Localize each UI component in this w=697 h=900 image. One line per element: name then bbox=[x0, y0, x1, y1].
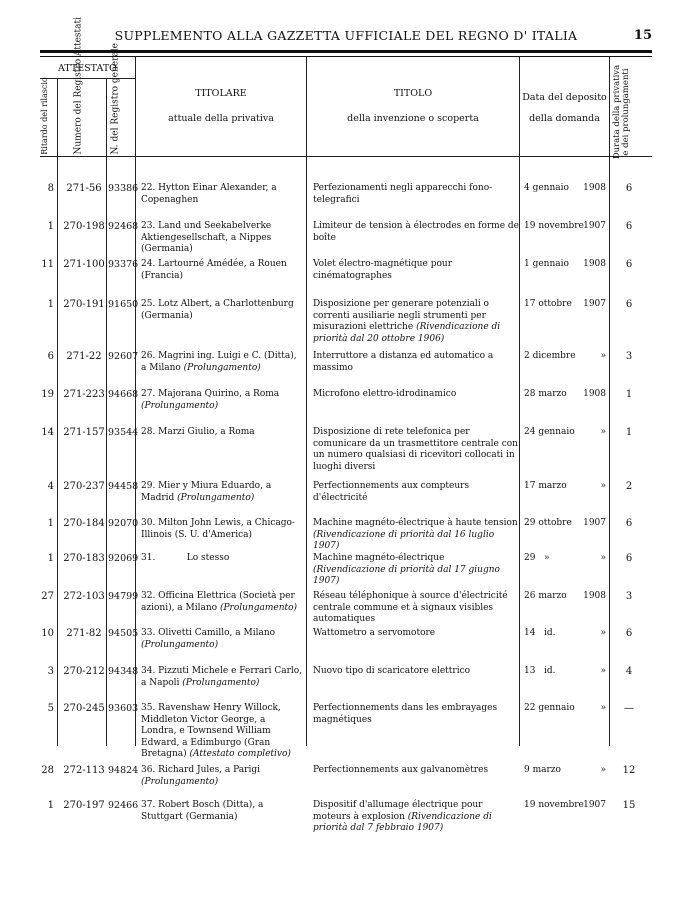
titolare-text: 26. Magrini ing. Luigi e C. (Ditta), a Milano bbox=[141, 351, 300, 373]
data-anno: 1908 bbox=[583, 183, 606, 193]
titolare-text: 22. Hytton Einar Alexander, a Copenaghen bbox=[141, 183, 280, 205]
ritardo-cell: 27 bbox=[41, 591, 54, 602]
durata-cell: 2 bbox=[625, 481, 633, 492]
attestato-cell: 270-184 bbox=[63, 518, 105, 529]
ritardo-cell: 19 bbox=[41, 389, 54, 400]
registro-cell: 94824 bbox=[108, 765, 139, 776]
data-giorno: 19 novembre bbox=[524, 221, 584, 231]
data-giorno: 4 gennaio bbox=[524, 183, 569, 193]
titolo-text: Limiteur de tension à électrodes en forme de boîte bbox=[313, 221, 519, 243]
durata-cell: 1 bbox=[625, 389, 633, 400]
titolare-note: (Prolungamento) bbox=[183, 362, 261, 373]
registro-cell: 94505 bbox=[108, 628, 139, 639]
titolare-text: 25. Lotz Albert, a Charlottenburg (Germania) bbox=[141, 299, 297, 321]
registro-cell: 93376 bbox=[108, 259, 139, 270]
registro-cell: 91650 bbox=[108, 299, 139, 310]
titolare-text: 28. Marzi Giulio, a Roma bbox=[141, 427, 255, 437]
header-titolare: TITOLARE attuale della privativa bbox=[168, 88, 274, 124]
ritardo-cell: 1 bbox=[47, 553, 54, 564]
titolare-cell bbox=[141, 703, 303, 761]
titolo-cell bbox=[313, 259, 519, 282]
titolo-text: Disposizione per generare potenziali o correnti ausiliarie negli strumenti per misurazioni elettriche bbox=[313, 299, 489, 332]
titolo-text: Perfectionnements aux galvanomètres bbox=[313, 765, 489, 775]
titolare-cell bbox=[141, 518, 303, 541]
data-anno: » bbox=[600, 628, 606, 638]
registro-cell: 94348 bbox=[108, 666, 139, 677]
titolo-cell bbox=[313, 351, 519, 374]
attestato-cell: 270-212 bbox=[63, 666, 105, 677]
data-giorno: 9 marzo bbox=[524, 765, 561, 775]
data-anno: » bbox=[600, 427, 606, 437]
titolare-text: 32. Officina Elettrica (Società per azioni), a Milano bbox=[141, 591, 298, 613]
ritardo-cell: 1 bbox=[47, 800, 54, 811]
durata-cell: 6 bbox=[625, 628, 633, 639]
data-anno: 1907 bbox=[583, 518, 606, 528]
data-anno: » bbox=[600, 481, 606, 491]
data-giorno: 17 marzo bbox=[524, 481, 567, 491]
header-registro-generale: N. del Registro generale bbox=[110, 43, 121, 155]
attestato-cell: 270-191 bbox=[63, 299, 105, 310]
ritardo-cell: 1 bbox=[47, 518, 54, 529]
ritardo-cell: 8 bbox=[47, 183, 54, 194]
titolo-text: Perfectionnements dans les embrayages magnétiques bbox=[313, 703, 498, 725]
titolare-note: (Prolungamento) bbox=[177, 492, 255, 503]
header-rule-thin bbox=[40, 56, 652, 57]
titolare-note: (Prolungamento) bbox=[141, 639, 219, 650]
titolo-text: Volet électro-magnétique pour cinématographes bbox=[313, 259, 453, 281]
registro-cell: 93544 bbox=[108, 427, 139, 438]
ritardo-cell: 4 bbox=[47, 481, 54, 492]
titolare-cell bbox=[141, 221, 303, 256]
titolo-text: Perfezionamenti negli apparecchi fono-telegrafici bbox=[313, 183, 493, 205]
titolo-text: Disposizione di rete telefonica per comunicare da un trasmettitore centrale con un numero qualsiasi di ricevitori collocati in luoghi diversi bbox=[313, 427, 518, 472]
data-giorno: 29 » bbox=[524, 553, 550, 563]
data-giorno: 19 novembre bbox=[524, 800, 584, 810]
titolo-text: Dispositif d'allumage électrique pour moteurs à explosion bbox=[313, 800, 483, 822]
titolare-text: 35. Ravenshaw Henry Willock, Middleton Victor George, a Londra, e Townsend William Edward, a Edimburgo (Gran Bretagna) bbox=[141, 703, 284, 759]
titolare-note: (Prolungamento) bbox=[182, 677, 260, 688]
ritardo-cell: 14 bbox=[41, 427, 54, 438]
titolare-cell bbox=[141, 765, 303, 788]
header-durata: Durata della privativa e dei prolungamenti bbox=[612, 64, 632, 160]
titolo-cell bbox=[313, 427, 519, 473]
titolo-cell bbox=[313, 591, 519, 626]
titolo-text: Nuovo tipo di scaricatore elettrico bbox=[313, 666, 471, 676]
titolo-cell bbox=[313, 553, 519, 588]
titolo-cell bbox=[313, 765, 519, 777]
registro-cell: 94799 bbox=[108, 591, 139, 602]
registro-cell: 94458 bbox=[108, 481, 139, 492]
attestato-cell: 270-197 bbox=[63, 800, 105, 811]
titolare-cell bbox=[141, 259, 303, 282]
ritardo-cell: 6 bbox=[47, 351, 54, 362]
ritardo-cell: 1 bbox=[47, 221, 54, 232]
titolo-note: (Rivendicazione di priorità dal 16 luglio 1907) bbox=[313, 529, 495, 551]
header-attestato: ATTESTATO bbox=[58, 63, 117, 74]
titolare-note: (Prolungamento) bbox=[141, 400, 219, 411]
ritardo-cell: 28 bbox=[41, 765, 54, 776]
page-title: SUPPLEMENTO ALLA GAZZETTA UFFICIALE DEL REGNO D' ITALIA bbox=[114, 28, 578, 43]
titolare-note: (Attestato completivo) bbox=[189, 749, 291, 759]
data-giorno: 24 gennaio bbox=[524, 427, 575, 437]
data-anno: 1907 bbox=[583, 800, 606, 810]
titolare-cell bbox=[141, 553, 303, 565]
durata-cell: — bbox=[624, 703, 634, 714]
titolo-text: Réseau téléphonique à source d'électricité centrale commune et à signaux visibles automatiques bbox=[313, 591, 508, 624]
data-giorno: 17 ottobre bbox=[524, 299, 572, 309]
titolo-cell bbox=[313, 666, 519, 678]
titolo-cell bbox=[313, 481, 519, 504]
titolo-text: Interruttore a distanza ed automatico a massimo bbox=[313, 351, 494, 373]
titolare-text: 36. Richard Jules, a Parigi bbox=[141, 765, 260, 775]
attestato-cell: 271-223 bbox=[63, 389, 105, 400]
titolo-cell bbox=[313, 628, 519, 640]
durata-cell: 6 bbox=[625, 183, 633, 194]
durata-cell: 6 bbox=[625, 221, 633, 232]
data-giorno: 29 ottobre bbox=[524, 518, 572, 528]
titolare-cell bbox=[141, 628, 303, 651]
attestato-cell: 272-113 bbox=[63, 765, 105, 776]
durata-cell: 3 bbox=[625, 591, 633, 602]
data-giorno: 13 id. bbox=[524, 666, 556, 676]
data-anno: » bbox=[600, 351, 606, 361]
data-anno: » bbox=[600, 666, 606, 676]
registro-cell: 92069 bbox=[108, 553, 139, 564]
titolo-cell bbox=[313, 800, 519, 835]
titolo-text: Perfectionnements aux compteurs d'électricité bbox=[313, 481, 470, 503]
titolo-cell bbox=[313, 183, 519, 206]
durata-cell: 15 bbox=[622, 800, 636, 811]
data-giorno: 1 gennaio bbox=[524, 259, 569, 269]
header-titolo: TITOLO della invenzione o scoperta bbox=[347, 88, 479, 124]
ritardo-cell: 1 bbox=[47, 299, 54, 310]
titolo-cell bbox=[313, 703, 519, 726]
titolo-note: (Rivendicazione di priorità dal 7 febbraio 1907) bbox=[313, 811, 492, 833]
registro-cell: 94668 bbox=[108, 389, 139, 400]
page-number: 15 bbox=[633, 28, 652, 43]
titolo-cell bbox=[313, 299, 519, 345]
data-anno: » bbox=[600, 765, 606, 775]
titolo-text: Machine magnéto-électrique à haute tension bbox=[313, 518, 518, 528]
titolo-note: (Rivendicazione di priorità dal 20 ottobre 1906) bbox=[313, 322, 501, 344]
registro-cell: 92070 bbox=[108, 518, 139, 529]
titolare-note: (Prolungamento) bbox=[141, 776, 219, 787]
durata-cell: 6 bbox=[625, 259, 633, 270]
data-giorno: 22 gennaio bbox=[524, 703, 575, 713]
data-anno: » bbox=[600, 703, 606, 713]
titolare-text: 33. Olivetti Camillo, a Milano bbox=[141, 628, 276, 638]
data-giorno: 28 marzo bbox=[524, 389, 567, 399]
titolo-text: Machine magnéto-électrique bbox=[313, 553, 445, 563]
titolare-cell bbox=[141, 183, 303, 206]
durata-cell: 3 bbox=[625, 351, 633, 362]
data-anno: 1908 bbox=[583, 389, 606, 399]
titolare-note: (Prolungamento) bbox=[219, 602, 298, 613]
page-header bbox=[40, 28, 652, 44]
attestato-cell: 270-198 bbox=[63, 221, 105, 232]
durata-cell: 4 bbox=[625, 666, 633, 677]
attestato-cell: 270-183 bbox=[63, 553, 105, 564]
attestato-cell: 270-237 bbox=[63, 481, 105, 492]
data-giorno: 14 id. bbox=[524, 628, 556, 638]
titolare-text: 34. Pizzuti Michele e Ferrari Carlo, a Napoli bbox=[141, 666, 305, 688]
attestato-cell: 270-245 bbox=[63, 703, 105, 714]
durata-cell: 12 bbox=[622, 765, 636, 776]
titolo-cell bbox=[313, 518, 519, 553]
header-data-deposito: Data del deposito della domanda bbox=[522, 92, 607, 124]
registro-cell: 92468 bbox=[108, 221, 139, 232]
titolare-cell bbox=[141, 351, 303, 374]
durata-cell: 6 bbox=[625, 299, 633, 310]
titolare-text: 27. Majorana Quirino, a Roma bbox=[141, 389, 280, 399]
titolare-text: 29. Mier y Miura Eduardo, a Madrid bbox=[141, 481, 275, 503]
header-ritardo: Ritardo del rilascio bbox=[40, 77, 49, 155]
durata-cell: 6 bbox=[625, 518, 633, 529]
titolare-cell bbox=[141, 389, 303, 412]
data-anno: 1908 bbox=[583, 259, 606, 269]
titolare-text: 37. Robert Bosch (Ditta), a Stuttgart (Germania) bbox=[141, 800, 267, 822]
titolare-cell bbox=[141, 591, 303, 614]
registro-cell: 92607 bbox=[108, 351, 139, 362]
registro-cell: 93386 bbox=[108, 183, 139, 194]
ritardo-cell: 11 bbox=[41, 259, 54, 270]
registro-cell: 92466 bbox=[108, 800, 139, 811]
ritardo-cell: 10 bbox=[41, 628, 54, 639]
titolo-note: (Rivendicazione di priorità dal 17 giugno 1907) bbox=[313, 564, 500, 586]
data-anno: 1908 bbox=[583, 591, 606, 601]
data-anno: 1907 bbox=[583, 299, 606, 309]
durata-cell: 1 bbox=[625, 427, 633, 438]
titolare-cell bbox=[141, 666, 303, 689]
ritardo-cell: 5 bbox=[47, 703, 54, 714]
titolo-text: Wattometro a servomotore bbox=[313, 628, 436, 638]
attestato-cell: 271-157 bbox=[63, 427, 105, 438]
titolare-text: 30. Milton John Lewis, a Chicago-Illinois (S. U. d'America) bbox=[141, 518, 295, 540]
titolare-text: 31. Lo stesso bbox=[141, 553, 230, 563]
header-rule bbox=[40, 50, 652, 53]
ritardo-cell: 3 bbox=[47, 666, 54, 677]
header-numero-registro: Numero del Registro Attestati bbox=[73, 17, 84, 155]
titolare-text: 24. Lartourné Amédée, a Rouen (Francia) bbox=[141, 259, 290, 281]
data-anno: 1907 bbox=[583, 221, 606, 231]
attestato-cell: 272-103 bbox=[63, 591, 105, 602]
attestato-cell: 271-56 bbox=[66, 183, 102, 194]
titolo-cell bbox=[313, 389, 519, 401]
titolare-cell bbox=[141, 481, 303, 504]
titolare-text: 23. Land und Seekabelverke Aktiengesellschaft, a Nippes (Germania) bbox=[141, 221, 275, 254]
data-giorno: 26 marzo bbox=[524, 591, 567, 601]
data-giorno: 2 dicembre bbox=[524, 351, 576, 361]
attestato-cell: 271-22 bbox=[66, 351, 102, 362]
data-anno: » bbox=[600, 553, 606, 563]
attestato-cell: 271-100 bbox=[63, 259, 105, 270]
titolo-cell bbox=[313, 221, 519, 244]
titolare-cell bbox=[141, 427, 303, 439]
titolare-cell bbox=[141, 299, 303, 322]
titolare-cell bbox=[141, 800, 303, 823]
attestato-cell: 271-82 bbox=[66, 628, 102, 639]
durata-cell: 6 bbox=[625, 553, 633, 564]
registro-cell: 93603 bbox=[108, 703, 139, 714]
titolo-text: Microfono elettro-idrodinamico bbox=[313, 389, 457, 399]
